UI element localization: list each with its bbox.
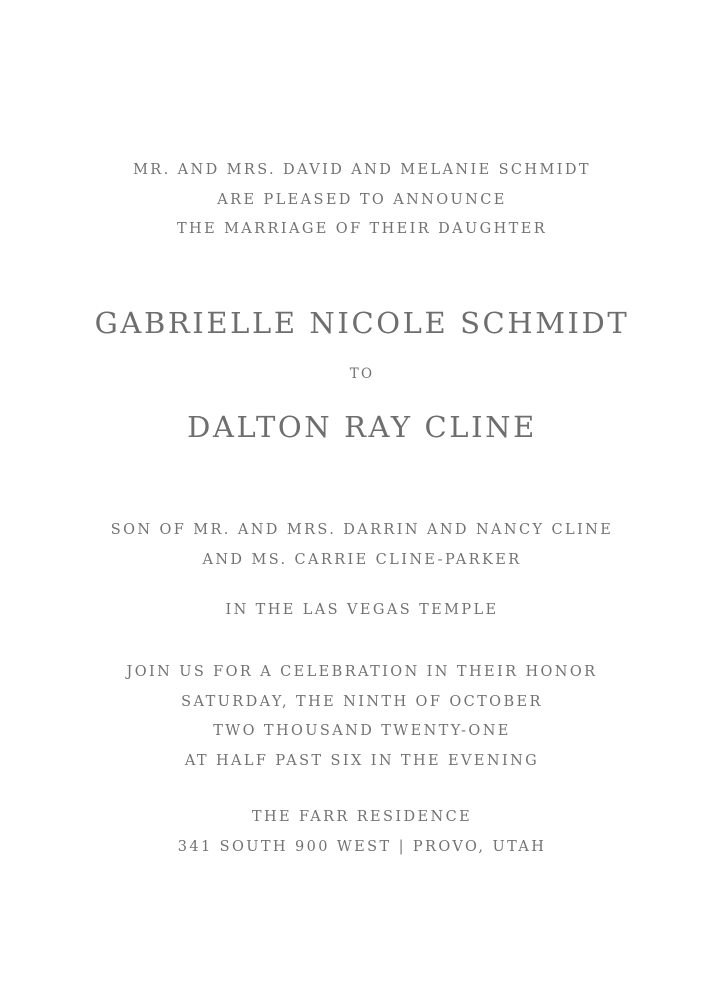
- parents-line-2: ARE PLEASED TO ANNOUNCE: [217, 192, 507, 208]
- celebration-line-3: TWO THOUSAND TWENTY-ONE: [213, 723, 511, 739]
- groom-parents-line-1: SON OF MR. AND MRS. DARRIN AND NANCY CLINE: [110, 522, 614, 538]
- venue-name: THE FARR RESIDENCE: [251, 809, 473, 825]
- parents-line-1: MR. AND MRS. DAVID AND MELANIE SCHMIDT: [133, 162, 591, 178]
- groom-name: DALTON RAY CLINE: [187, 410, 537, 444]
- temple-line: IN THE LAS VEGAS TEMPLE: [225, 602, 499, 618]
- parents-line-3: THE MARRIAGE OF THEIR DAUGHTER: [176, 221, 548, 237]
- celebration-line-2: SATURDAY, THE NINTH OF OCTOBER: [181, 694, 543, 710]
- celebration-line-1: JOIN US FOR A CELEBRATION IN THEIR HONOR: [126, 664, 598, 680]
- groom-parents-line-2: AND MS. CARRIE CLINE-PARKER: [202, 552, 522, 568]
- bride-name: GABRIELLE NICOLE SCHMIDT: [94, 306, 630, 340]
- connector-to: TO: [349, 366, 375, 382]
- celebration-line-4: AT HALF PAST SIX IN THE EVENING: [184, 753, 540, 769]
- venue-address: 341 SOUTH 900 WEST | PROVO, UTAH: [177, 839, 547, 855]
